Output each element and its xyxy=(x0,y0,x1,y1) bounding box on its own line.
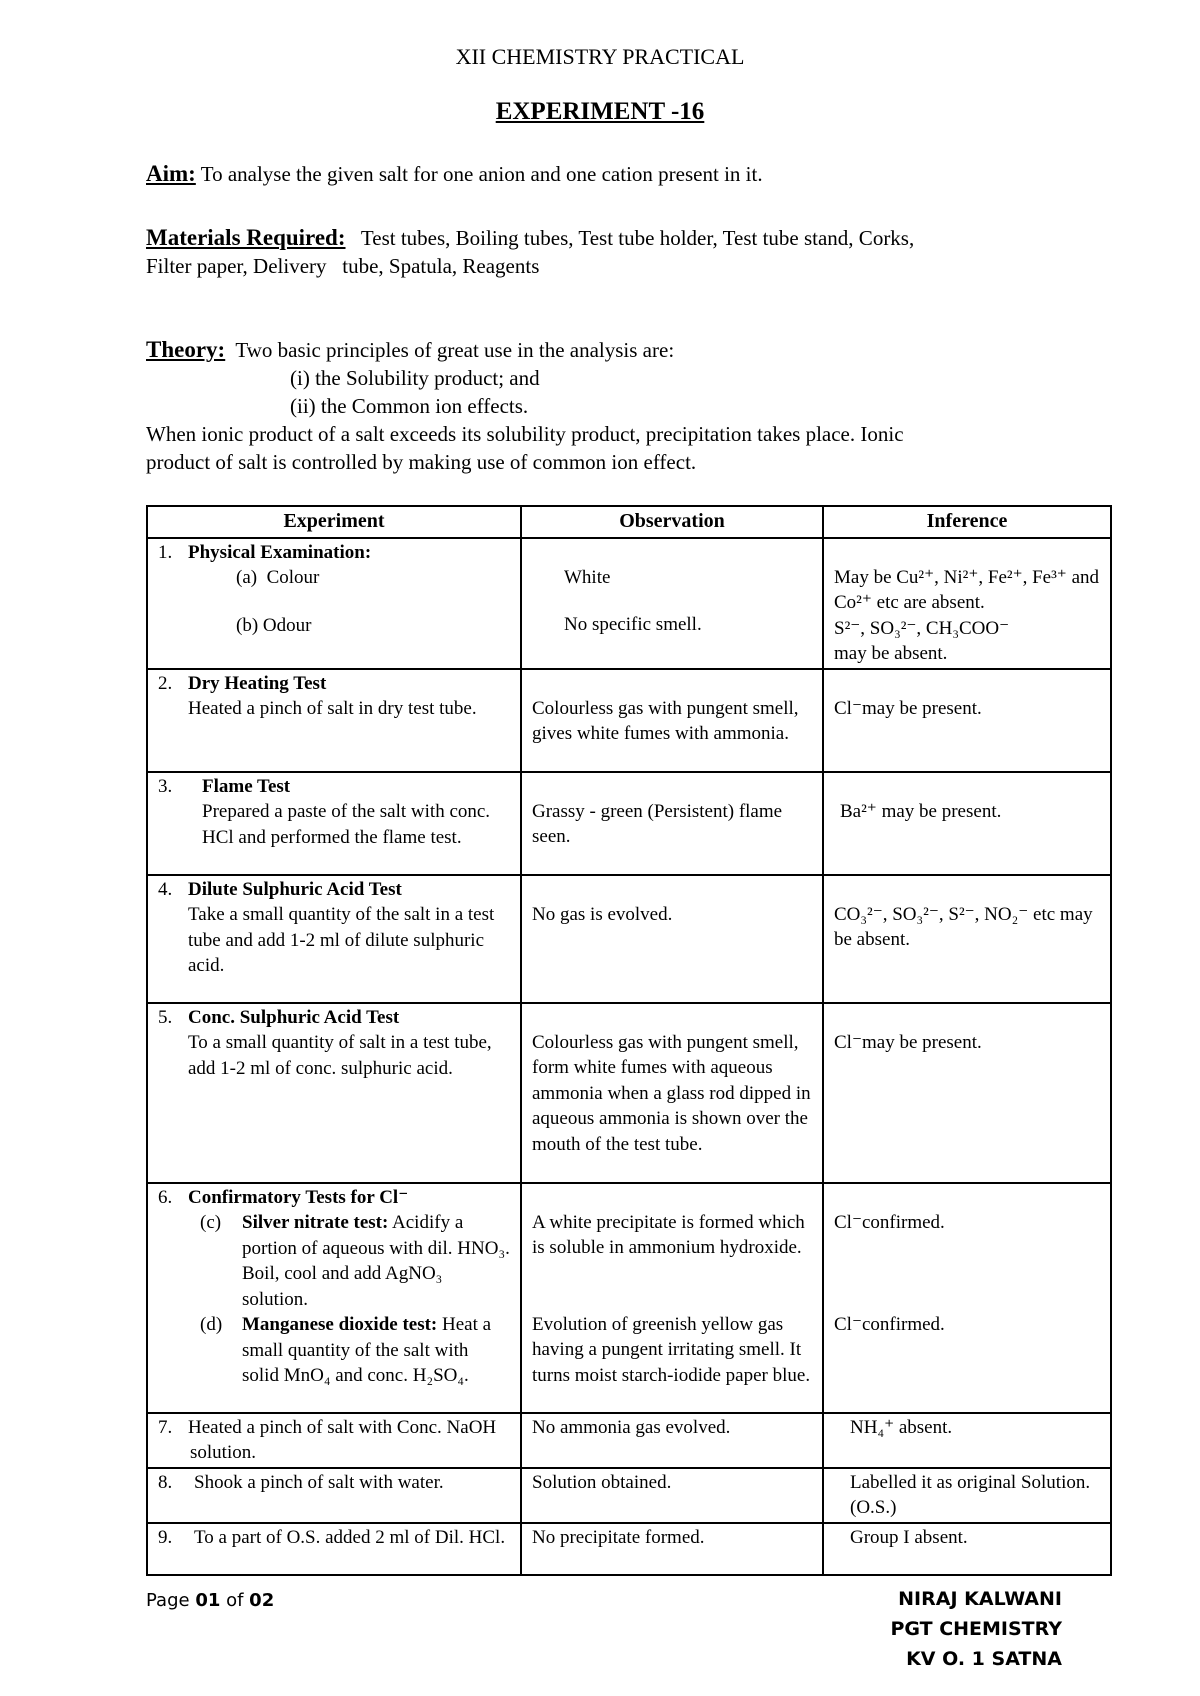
header-inference: Inference xyxy=(823,506,1111,538)
theory-section xyxy=(146,336,1086,476)
table-header-row xyxy=(147,506,1111,538)
inference-colour: May be Cu²⁺, Ni²⁺, Fe²⁺, Fe³⁺ and Co²⁺ etc are absent. xyxy=(834,566,1100,613)
theory-point-1: (i) the Solubility product; and xyxy=(290,366,540,390)
inference-cell xyxy=(823,1183,1111,1413)
materials-label: Materials Required: xyxy=(146,225,346,250)
page-current: 01 xyxy=(195,1590,221,1611)
manganese-dioxide-test xyxy=(158,1312,510,1389)
row-title: Conc. Sulphuric Acid Test xyxy=(188,1006,400,1028)
materials-section xyxy=(146,224,1086,280)
aim-label: Aim: xyxy=(146,161,196,186)
observation-cell xyxy=(521,538,823,669)
inference-cell xyxy=(823,772,1111,875)
inference-cell xyxy=(823,1413,1111,1468)
experiment-cell xyxy=(147,1003,521,1183)
author-designation: PGT CHEMISTRY xyxy=(890,1618,1062,1640)
theory-line-1: When ionic product of a salt exceeds its solubility product, precipitation takes place. Ionic xyxy=(146,422,904,446)
table-row xyxy=(147,875,1111,1003)
observation-cell xyxy=(521,1413,823,1468)
inference-text: Group I absent. xyxy=(850,1526,968,1548)
row-title: Physical Examination: xyxy=(188,541,372,563)
experiment-title: EXPERIMENT -16 xyxy=(495,98,705,125)
observation-cell xyxy=(521,875,823,1003)
sub-text-d: Heat a small quantity of the salt with solid MnO₄ and conc. H₂SO₄. xyxy=(242,1314,492,1386)
row-number: 6. xyxy=(158,1186,173,1208)
inference-cell xyxy=(823,669,1111,772)
theory-point-2: (ii) the Common ion effects. xyxy=(290,394,529,418)
experiment-text: Heated a pinch of salt with Conc. NaOH solution. xyxy=(188,1416,497,1463)
experiment-cell xyxy=(147,1523,521,1575)
inference-text: CO₃²⁻, SO₃²⁻, S²⁻, NO₂⁻ etc may be absent. xyxy=(834,903,1093,950)
row-number: 8. xyxy=(158,1471,173,1493)
observation-text: Grassy - green (Persistent) flame seen. xyxy=(532,800,783,847)
aim-text: To analyse the given salt for one anion and one cation present in it. xyxy=(200,162,763,186)
sub-item-odour: (b) Odour xyxy=(236,614,312,636)
row-number: 5. xyxy=(158,1006,173,1028)
experiment-text: Shook a pinch of salt with water. xyxy=(194,1471,444,1493)
theory-intro: Two basic principles of great use in the analysis are: xyxy=(235,338,675,362)
page-number xyxy=(146,1590,274,1611)
experiment-text: Take a small quantity of the salt in a test tube and add 1-2 ml of dilute sulphuric acid. xyxy=(188,904,495,976)
table-row xyxy=(147,1523,1111,1575)
observation-text: Colourless gas with pungent smell, gives white fumes with ammonia. xyxy=(532,697,799,744)
theory-line-2: product of salt is controlled by making use of common ion effect. xyxy=(146,450,697,474)
materials-line2: Filter paper, Delivery tube, Spatula, Reagents xyxy=(146,254,540,278)
inference-odour-2: may be absent. xyxy=(834,643,948,664)
table-row xyxy=(147,669,1111,772)
header-observation: Observation xyxy=(521,506,823,538)
sub-item-colour: (a) Colour xyxy=(236,567,320,588)
observation-odour: No specific smell. xyxy=(564,614,702,635)
experiment-cell xyxy=(147,772,521,875)
experiment-text: To a part of O.S. added 2 ml of Dil. HCl. xyxy=(194,1526,506,1548)
row-title: Dilute Sulphuric Acid Test xyxy=(188,878,402,900)
sub-title-c: Silver nitrate test: xyxy=(242,1212,389,1233)
sub-title-d: Manganese dioxide test: xyxy=(242,1314,438,1335)
observation-silver-nitrate: A white precipitate is formed which is soluble in ammonium hydroxide. xyxy=(532,1211,805,1258)
page-of: of xyxy=(220,1590,250,1611)
table-row xyxy=(147,1003,1111,1183)
inference-text: Labelled it as original Solution. (O.S.) xyxy=(850,1471,1091,1518)
observation-cell xyxy=(521,1183,823,1413)
observation-cell xyxy=(521,772,823,875)
inference-text: Cl⁻may be present. xyxy=(834,697,982,719)
experiment-text: Prepared a paste of the salt with conc. HCl and performed the flame test. xyxy=(202,801,491,848)
table-row xyxy=(147,1183,1111,1413)
inference-text: NH₄⁺ absent. xyxy=(850,1416,953,1438)
experiment-cell xyxy=(147,875,521,1003)
aim-section xyxy=(146,160,1086,188)
experiment-text: Heated a pinch of salt in dry test tube. xyxy=(188,698,477,719)
observation-manganese-dioxide: Evolution of greenish yellow gas having a pungent irritating smell. It turns moist starch-iodide paper blue. xyxy=(532,1313,811,1386)
observation-text: Colourless gas with pungent smell, form white fumes with aqueous ammonia when a glass rod dipped in aqueous ammonia is shown over the mouth of the test tube. xyxy=(532,1031,811,1155)
table-row xyxy=(147,538,1111,669)
row-title: Flame Test xyxy=(202,775,291,797)
author-block xyxy=(890,1584,1062,1674)
table-row xyxy=(147,1413,1111,1468)
row-number: 2. xyxy=(158,672,173,694)
inference-cell xyxy=(823,538,1111,669)
experiment-cell xyxy=(147,1183,521,1413)
inference-manganese-dioxide: Cl⁻confirmed. xyxy=(834,1313,945,1335)
page-header-title: XII CHEMISTRY PRACTICAL xyxy=(455,44,745,69)
experiment-cell xyxy=(147,1413,521,1468)
inference-cell xyxy=(823,1003,1111,1183)
header-experiment: Experiment xyxy=(147,506,521,538)
silver-nitrate-test xyxy=(158,1210,510,1312)
row-number: 3. xyxy=(158,775,173,797)
row-number: 7. xyxy=(158,1416,173,1438)
sub-text-c: Acidify a portion of aqueous with dil. HNO₃. Boil, cool and add AgNO₃ solution. xyxy=(242,1212,510,1310)
experiment-cell xyxy=(147,538,521,669)
row-number: 9. xyxy=(158,1526,173,1548)
inference-silver-nitrate: Cl⁻confirmed. xyxy=(834,1211,945,1233)
observation-cell xyxy=(521,669,823,772)
row-number: 1. xyxy=(158,541,173,563)
experiment-text: To a small quantity of salt in a test tube, add 1-2 ml of conc. sulphuric acid. xyxy=(188,1032,492,1079)
observation-text: No gas is evolved. xyxy=(532,903,673,925)
inference-cell xyxy=(823,1523,1111,1575)
observation-text: No precipitate formed. xyxy=(532,1526,705,1548)
observation-cell xyxy=(521,1523,823,1575)
sub-label-d: (d) xyxy=(200,1314,223,1335)
row-number: 4. xyxy=(158,878,173,900)
inference-text: Cl⁻may be present. xyxy=(834,1031,982,1053)
observation-text: Solution obtained. xyxy=(532,1471,672,1493)
observation-text: No ammonia gas evolved. xyxy=(532,1416,731,1438)
observation-table xyxy=(146,505,1112,1576)
inference-odour: S²⁻, SO₃²⁻, CH₃COO⁻ xyxy=(834,617,1010,639)
materials-line1: Test tubes, Boiling tubes, Test tube holder, Test tube stand, Corks, xyxy=(360,226,915,250)
inference-cell xyxy=(823,1468,1111,1523)
sub-label-c: (c) xyxy=(200,1212,222,1233)
theory-label: Theory: xyxy=(146,337,226,362)
experiment-cell xyxy=(147,1468,521,1523)
author-name: NIRAJ KALWANI xyxy=(898,1588,1062,1610)
table-row xyxy=(147,772,1111,875)
row-title: Dry Heating Test xyxy=(188,672,327,694)
observation-colour: White xyxy=(564,566,611,588)
row-title: Confirmatory Tests for Cl⁻ xyxy=(188,1186,409,1208)
experiment-cell xyxy=(147,669,521,772)
inference-cell xyxy=(823,875,1111,1003)
page-total: 02 xyxy=(249,1590,275,1611)
observation-cell xyxy=(521,1468,823,1523)
author-school: KV O. 1 SATNA xyxy=(906,1648,1062,1670)
inference-text: Ba²⁺ may be present. xyxy=(840,800,1002,822)
page-prefix: Page xyxy=(146,1590,196,1611)
observation-cell xyxy=(521,1003,823,1183)
table-row xyxy=(147,1468,1111,1523)
